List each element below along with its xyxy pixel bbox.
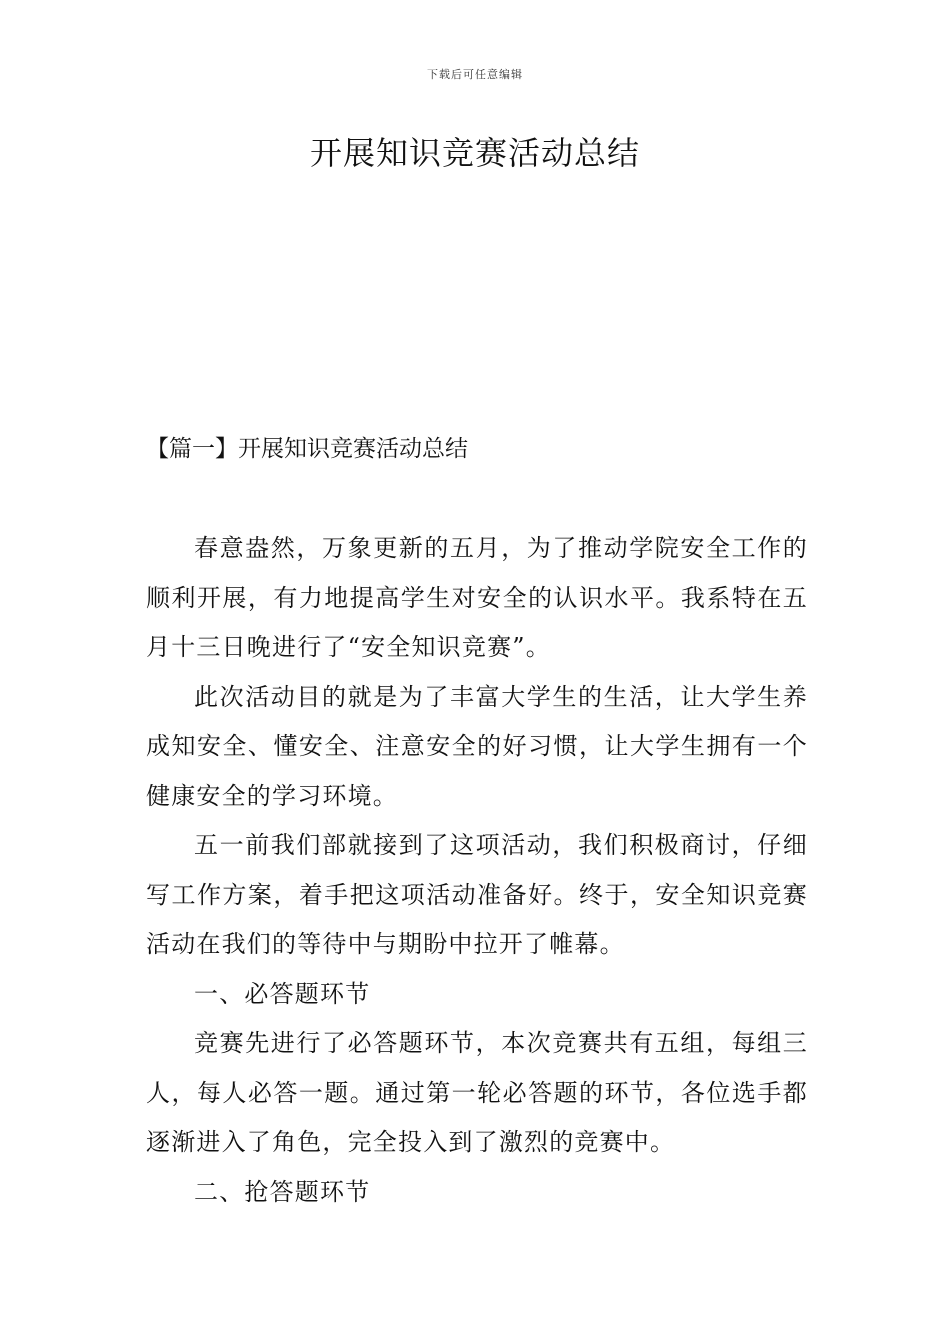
sub-heading: 二、抢答题环节 (194, 1177, 371, 1206)
document-title: 开展知识竞赛活动总结 (309, 134, 640, 172)
sub-heading: 一、必答题环节 (194, 979, 371, 1008)
paragraph: 竞赛先进行了必答题环节，本次竞赛共有五组，每组三人，每人必答一题。通过第一轮必答题的环节，各位选手都逐渐进入了角色，完全投入到了激烈的竞赛中。 (146, 1029, 808, 1156)
paragraph: 此次活动目的就是为了丰富大学生的生活，让大学生养成知安全、懂安全、注意安全的好习惯，让大学生拥有一个健康安全的学习环境。 (146, 682, 808, 810)
header-note: 下载后可任意编辑 (427, 68, 523, 81)
paragraph: 春意盎然，万象更新的五月，为了推动学院安全工作的顺利开展，有力地提高学生对安全的认识水平。我系特在五月十三日晚进行了“安全知识竞赛”。 (146, 534, 808, 661)
section-heading: 【篇一】开展知识竞赛活动总结 (146, 436, 468, 462)
body-text (146, 524, 808, 1217)
paragraph: 五一前我们部就接到了这项活动，我们积极商讨，仔细写工作方案，着手把这项活动准备好。终于，安全知识竞赛活动在我们的等待中与期盼中拉开了帷幕。 (146, 831, 808, 958)
